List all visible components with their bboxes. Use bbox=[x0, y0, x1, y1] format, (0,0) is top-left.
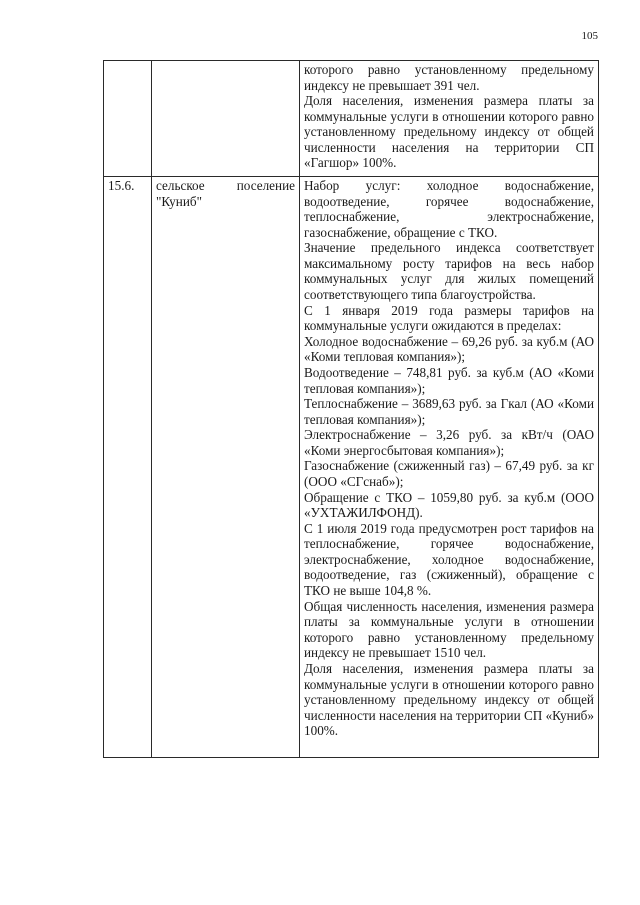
page-number: 105 bbox=[581, 30, 598, 42]
description-cell bbox=[300, 61, 599, 177]
description-paragraph: Теплоснабжение – 3689,63 руб. за Гкал (АО «Коми тепловая компания»); bbox=[304, 396, 594, 427]
description-paragraph: которого равно установленному предельному индексу не превышает 391 чел. bbox=[304, 62, 594, 93]
description-paragraph: Общая численность населения, изменения размера платы за коммунальные услуги в отношении которого равно установленному предельному индексу не превышает 1510 чел. bbox=[304, 598, 594, 661]
description-paragraph: Набор услуг: холодное водоснабжение, водоотведение, горячее водоснабжение, теплоснабжение, электроснабжение, газоснабжение, обращение с ТКО. bbox=[304, 178, 594, 240]
description-paragraph: С 1 июля 2019 года предусмотрен рост тарифов на теплоснабжение, горячее водоснабжение, электроснабжение, холодное водоснабжение, водоотведение, газ (сжиженный), обращение с ТКО не выше 104,8 %. bbox=[304, 520, 594, 599]
settlement-cell: сельское поселение "Куниб" bbox=[152, 177, 300, 758]
description-cell bbox=[300, 177, 599, 758]
description-paragraph: Электроснабжение – 3,26 руб. за кВт/ч (ОАО «Коми энергосбытовая компания»); bbox=[304, 427, 594, 458]
tariff-table bbox=[103, 60, 599, 758]
row-number-cell: 15.6. bbox=[104, 177, 152, 758]
description-paragraph: Значение предельного индекса соответствует максимальному росту тарифов на весь набор коммунальных услуг для жилых помещений соответствующего типа благоустройства. bbox=[304, 240, 594, 303]
description-paragraph: Доля населения, изменения размера платы за коммунальные услуги в отношении которого равно установленному предельному индексу от общей численности населения на территории СП «Гагшор» 100%. bbox=[304, 93, 594, 171]
description-paragraph: Газоснабжение (сжиженный газ) – 67,49 руб. за кг (ООО «СГснаб»); bbox=[304, 458, 594, 489]
table-row bbox=[104, 177, 599, 758]
row-number-cell bbox=[104, 61, 152, 177]
description-paragraph: Водоотведение – 748,81 руб. за куб.м (АО «Коми тепловая компания»); bbox=[304, 364, 594, 396]
description-paragraph: Доля населения, изменения размера платы за коммунальные услуги в отношении которого равно установленному предельному индексу от общей численности населения на территории СП «Куниб» 100%. bbox=[304, 660, 594, 739]
settlement-cell bbox=[152, 61, 300, 177]
description-paragraph: С 1 января 2019 года размеры тарифов на коммунальные услуги ожидаются в пределах: bbox=[304, 302, 594, 334]
description-paragraph: Холодное водоснабжение – 69,26 руб. за куб.м (АО «Коми тепловая компания»); bbox=[304, 333, 594, 365]
description-paragraph: Обращение с ТКО – 1059,80 руб. за куб.м (ООО «УХТАЖИЛФОНД). bbox=[304, 489, 594, 521]
table-row bbox=[104, 61, 599, 177]
